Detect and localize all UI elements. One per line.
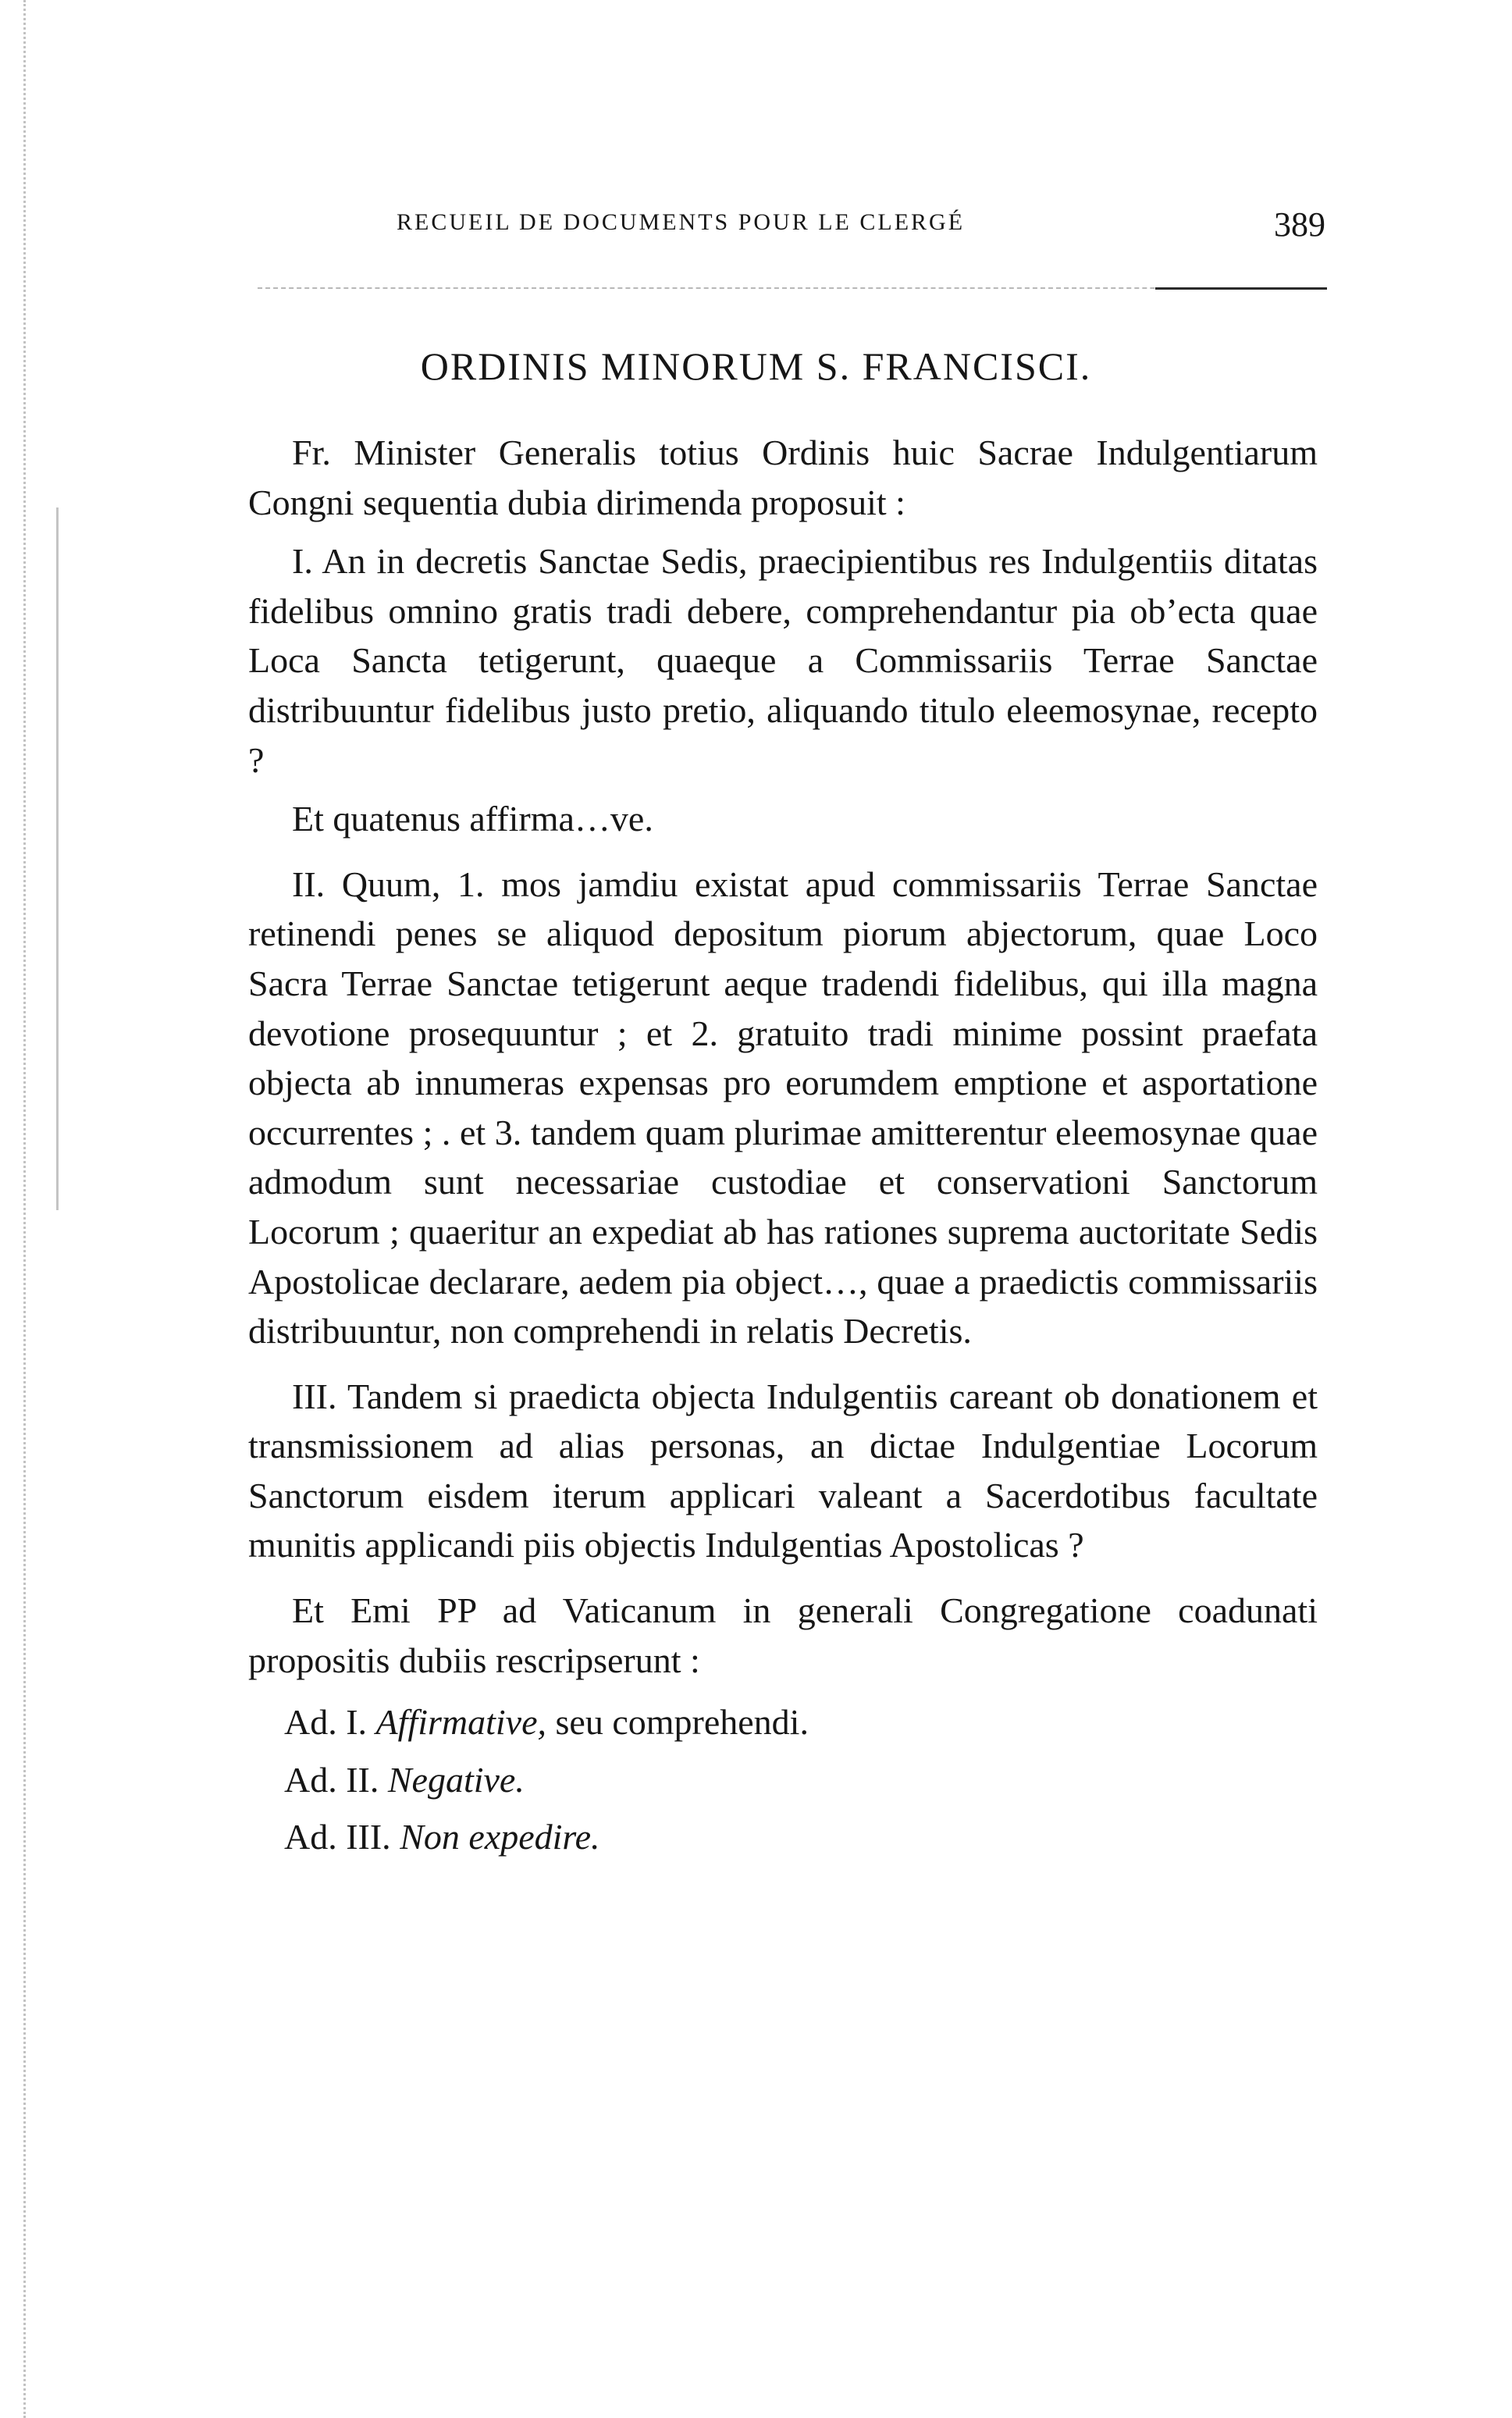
header-rule-solid — [1155, 287, 1327, 290]
page-number: 389 — [1274, 205, 1325, 244]
answer-text: Non expedire. — [400, 1817, 600, 1857]
question-1: I. An in decretis Sanctae Sedis, praecipientibus res Indulgentiis ditatas fidelibus omnino gratis tradi debere, comprehendantur pia ob’ecta quae Loca Sancta tetigerunt, quaeque a Commissariis Terrae Sanctae distribuuntur fidelibus justo pretio, aliquando titulo eleemosynae, recepto ? — [248, 541, 1318, 780]
body-text — [248, 428, 1318, 1862]
question-1-followup: Et quatenus affirma…ve. — [292, 799, 653, 839]
question-3: III. Tandem si praedicta objecta Indulgentiis careant ob donationem et transmissionem ad alias personas, an dictae Indulgentiae Locorum Sanctorum eisdem iterum applicari valeant a Sacerdotibus facultate munitis applicandi piis objectis Indulgentias Apostolicas ? — [248, 1376, 1318, 1565]
answer-text: Negative. — [387, 1759, 525, 1800]
answer-label: Ad. II. — [284, 1759, 379, 1800]
running-head — [397, 205, 1325, 248]
question-2: II. Quum, 1. mos jamdiu existat apud commissariis Terrae Sanctae retinendi penes se aliquod depositum piorum abjectorum, quae Loco Sacra Terrae Sanctae tetigerunt aeque tradendi fidelibus, qui illa magna devotione prosequuntur ; et 2. gratuito tradi minime possint praefata objecta ab innumeras expensas pro eorumdem emptione et asportatione occurrentes ; . et 3. tandem quam plurimae amitterentur eleemosynae quae admodum sunt necessariae custodiae et conservationi Sanctorum Locorum ; quaeritur an expediat ab has rationes suprema auctoritate Sedis Apostolicae declarare, aedem pia object…, quae a praedictis commissariis distribuuntur, non comprehendi in relatis Decretis. — [248, 864, 1318, 1351]
running-title: RECUEIL DE DOCUMENTS POUR LE CLERGÉ — [397, 209, 966, 235]
scan-margin-artifact — [56, 507, 62, 1210]
answers — [248, 1697, 1318, 1862]
section-title: ORDINIS MINORUM S. FRANCISCI. — [420, 344, 1092, 388]
answer-tail: seu comprehendi. — [546, 1702, 809, 1743]
answer-label: Ad. III. — [284, 1817, 391, 1857]
answer-2 — [248, 1755, 1318, 1805]
answer-1 — [248, 1697, 1318, 1747]
answer-label: Ad. I. — [284, 1702, 368, 1743]
intro-paragraph: Fr. Minister Generalis totius Ordinis huic Sacrae Indulgentiarum Congni sequentia dubia dirimenda proposuit : — [248, 433, 1318, 522]
answer-3 — [248, 1812, 1318, 1862]
response-intro: Et Emi PP ad Vaticanum in generali Congregatione coadunati propositis dubiis rescripserunt : — [248, 1590, 1318, 1680]
answer-text: Affirmative, — [375, 1702, 547, 1743]
